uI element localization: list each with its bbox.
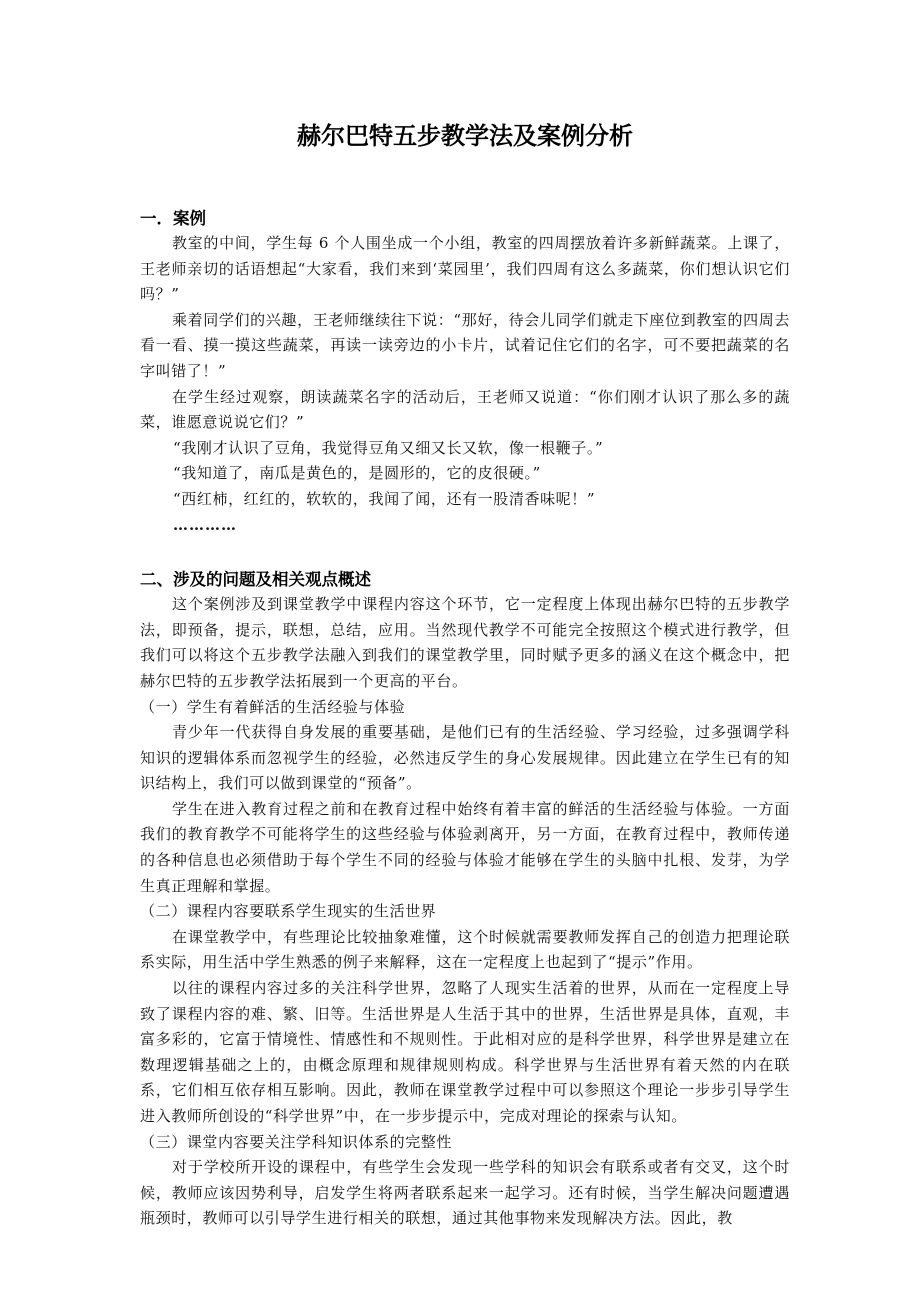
subsection-heading-3: （三）课堂内容要关注学科知识体系的完整性 (140, 1132, 453, 1151)
analysis-intro: 这个案例涉及到课堂教学中课程内容这个环节，它一定程度上体现出赫尔巴特的五步教学法，即预备，提示，联想，总结，应用。当然现代教学不可能完全按照这个模式进行教学，但我们可以将这个五步教学法融入到我们的课堂教学里，同时赋予更多的涵义在这个概念中，把赫尔巴特的五步教学法拓展到一个更高的平台。 (140, 595, 790, 690)
case-paragraph-2: 乘着同学们的兴趣，王老师继续往下说：“那好，待会儿同学们就走下座位到教室的四周去看一看、摸一摸这些蔬菜，再读一读旁边的小卡片，试着记住它们的名字，可不要把蔬菜的名字叫错了！” (140, 310, 790, 380)
document-body (140, 207, 790, 1232)
subsection-1-paragraph-2: 学生在进入教育过程之前和在教育过程中始终有着丰富的鲜活的生活经验与体验。一方面我们的教育教学不可能将学生的这些经验与体验剥离开，另一方面，在教育过程中，教师传递的各种信息也必须借助于每个学生不同的经验与体验才能够在学生的头脑中扎根、发芽，为学生真正理解和掌握。 (140, 799, 790, 895)
subsection-heading-1: （一）学生有着鲜活的生活经验与体验 (140, 697, 406, 716)
subsection-2-paragraph-2: 以往的课程内容过多的关注科学世界，忽略了人现实生活着的世界，从而在一定程度上导致了课程内容的难、繁、旧等。生活世界是人生活于其中的世界，生活世界是具体，直观，丰富多彩的，它富于情境性、情感性和不规则性。于此相对应的是科学世界，科学世界是建立在数理逻辑基础之上的，由概念原理和规律规则构成。科学世界与生活世界有着天然的内在联系，它们相互依存相互影响。因此，教师在课堂教学过程中可以参照这个理论一步步引导学生进入教师所创设的“科学世界”中，在一步步提示中，完成对理论的探索与认知。 (140, 979, 790, 1125)
document-title: 赫尔巴特五步教学法及案例分析 (297, 122, 633, 150)
section-heading-case: 一．案例 (140, 209, 206, 228)
section-spacer (140, 538, 790, 568)
subsection-1-paragraph-1: 青少年一代获得自身发展的重要基础，是他们已有的生活经验、学习经验，过多强调学科知识的逻辑体系而忽视学生的经验，必然违反学生的身心发展规律。因此建立在学生已有的知识结构上，我们可以做到课堂的“预备”。 (140, 723, 790, 793)
section-heading-analysis: 二、涉及的问题及相关观点概述 (140, 570, 371, 590)
case-paragraph-3: 在学生经过观察，朗读蔬菜名字的活动后，王老师又说道：“你们刚才认识了那么多的蔬菜，谁愿意说说它们？” (140, 387, 790, 432)
subsection-2-paragraph-1: 在课堂教学中，有些理论比较抽象难懂，这个时候就需要教师发挥自己的创造力把理论联系实际，用生活中学生熟悉的例子来解释，这在一定程度上也起到了“提示”作用。 (140, 927, 790, 972)
case-paragraph-1: 教室的中间，学生每 6 个人围坐成一个小组，教室的四周摆放着许多新鲜蔬菜。上课了，王老师亲切的话语想起“大家看，我们来到‘菜园里’，我们四周有这么多蔬菜，你们想认识它们吗？” (140, 234, 790, 304)
student-quote-1: “我刚才认识了豆角，我觉得豆角又细又长又软，像一根鞭子。” (173, 438, 604, 457)
subsection-heading-2: （二）课程内容要联系学生现实的生活世界 (140, 902, 437, 921)
student-quote-2: “我知道了，南瓜是黄色的，是圆形的，它的皮很硬。” (173, 464, 541, 483)
subsection-3-paragraph-1: 对于学校所开设的课程中，有些学生会发现一些学科的知识会有联系或者有交叉，这个时候，教师应该因势利导，启发学生将两者联系起来一起学习。还有时候，当学生解决问题遭遇瓶颈时，教师可以引导学生进行相关的联想，通过其他事物来发现解决方法。因此，教 (140, 1158, 790, 1228)
section-analysis (140, 568, 790, 1232)
section-case (140, 207, 790, 538)
ellipsis: ………… (173, 515, 237, 534)
student-quote-3: “西红柿，红红的，软软的，我闻了闻，还有一股清香味呢！” (173, 489, 596, 508)
